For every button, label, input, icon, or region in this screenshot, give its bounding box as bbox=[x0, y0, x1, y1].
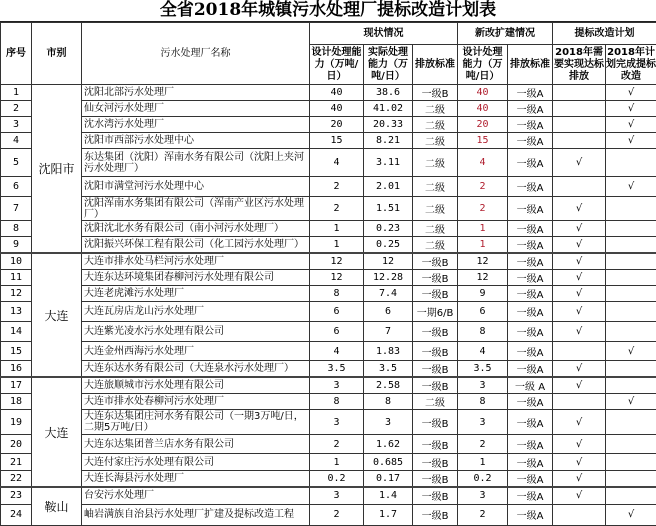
cell-plant-name: 台安污水处理厂 bbox=[82, 487, 310, 504]
cell-actual-capacity: 1.62 bbox=[364, 435, 413, 454]
header-standard: 排放标准 bbox=[413, 45, 458, 85]
cell-new-standard: 一级A bbox=[508, 197, 553, 221]
cell-actual-capacity: 3 bbox=[364, 410, 413, 435]
table-row bbox=[1, 117, 656, 133]
cell-new-standard: 一级A bbox=[508, 286, 553, 302]
cell-need-2018-check: √ bbox=[553, 253, 606, 270]
cell-need-2018-check: √ bbox=[553, 286, 606, 302]
cell-plant-name: 仙女河污水处理厂 bbox=[82, 101, 310, 117]
cell-plant-name: 沈阳北部污水处理厂 bbox=[82, 85, 310, 101]
table-row bbox=[1, 410, 656, 435]
cell-new-standard: 一级A bbox=[508, 487, 553, 504]
cell-seq: 10 bbox=[1, 253, 32, 270]
cell-need-2018-check bbox=[553, 85, 606, 101]
cell-seq: 2 bbox=[1, 101, 32, 117]
cell-actual-capacity: 12.28 bbox=[364, 270, 413, 286]
header-seq: 序号 bbox=[1, 23, 32, 85]
cell-new-design-capacity: 20 bbox=[458, 117, 508, 133]
cell-seq: 1 bbox=[1, 85, 32, 101]
cell-new-standard: 一级A bbox=[508, 117, 553, 133]
cell-actual-capacity: 38.6 bbox=[364, 85, 413, 101]
cell-seq: 22 bbox=[1, 471, 32, 488]
cell-plant-name: 沈阳沈北水务有限公司（南小河污水处理厂） bbox=[82, 221, 310, 237]
header-name: 污水处理厂名称 bbox=[82, 23, 310, 85]
cell-standard: 二级 bbox=[413, 394, 458, 410]
cell-actual-capacity: 7 bbox=[364, 322, 413, 342]
cell-seq: 24 bbox=[1, 504, 32, 525]
cell-need-2018-check bbox=[553, 117, 606, 133]
cell-standard: 一级B bbox=[413, 253, 458, 270]
cell-plant-name: 大连付家庄污水处理有限公司 bbox=[82, 454, 310, 471]
cell-standard: 一级B bbox=[413, 361, 458, 378]
table-row bbox=[1, 454, 656, 471]
cell-need-2018-check bbox=[553, 504, 606, 525]
cell-new-standard: 一级A bbox=[508, 101, 553, 117]
cell-new-standard: 一级A bbox=[508, 394, 553, 410]
cell-city: 大连 bbox=[32, 253, 82, 377]
cell-standard: 二级 bbox=[413, 117, 458, 133]
cell-seq: 9 bbox=[1, 237, 32, 254]
cell-plan-2018-check: √ bbox=[606, 342, 656, 361]
cell-plant-name: 大连老虎滩污水处理厂 bbox=[82, 286, 310, 302]
cell-new-standard: 一级A bbox=[508, 270, 553, 286]
cell-new-design-capacity: 6 bbox=[458, 302, 508, 322]
cell-plant-name: 东达集团（沈阳）浑南水务有限公司（沈阳上夹河污水处理厂） bbox=[82, 149, 310, 177]
cell-actual-capacity: 8 bbox=[364, 394, 413, 410]
cell-standard: 一级B bbox=[413, 410, 458, 435]
cell-need-2018-check bbox=[553, 133, 606, 149]
cell-plan-2018-check bbox=[606, 286, 656, 302]
cell-new-standard: 一级A bbox=[508, 504, 553, 525]
cell-need-2018-check bbox=[553, 394, 606, 410]
cell-new-standard: 一级A bbox=[508, 342, 553, 361]
cell-new-standard: 一级A bbox=[508, 410, 553, 435]
cell-design-capacity: 6 bbox=[310, 302, 364, 322]
cell-actual-capacity: 1.51 bbox=[364, 197, 413, 221]
header-city: 市别 bbox=[32, 23, 82, 85]
cell-new-standard: 一级 A bbox=[508, 377, 553, 394]
cell-plant-name: 大连长海县污水处理厂 bbox=[82, 471, 310, 488]
cell-need-2018-check: √ bbox=[553, 454, 606, 471]
cell-seq: 3 bbox=[1, 117, 32, 133]
table-row bbox=[1, 377, 656, 394]
cell-plan-2018-check bbox=[606, 377, 656, 394]
cell-plant-name: 大连东达水务有限公司（大连泉水污水处理厂） bbox=[82, 361, 310, 378]
cell-plant-name: 大连市排水处马栏河污水处理厂 bbox=[82, 253, 310, 270]
cell-need-2018-check bbox=[553, 342, 606, 361]
table-row bbox=[1, 394, 656, 410]
table-row bbox=[1, 302, 656, 322]
cell-new-design-capacity: 1 bbox=[458, 237, 508, 254]
cell-need-2018-check: √ bbox=[553, 302, 606, 322]
cell-plan-2018-check: √ bbox=[606, 394, 656, 410]
cell-actual-capacity: 41.02 bbox=[364, 101, 413, 117]
cell-need-2018-check: √ bbox=[553, 197, 606, 221]
cell-plan-2018-check bbox=[606, 221, 656, 237]
table-row bbox=[1, 177, 656, 197]
cell-seq: 11 bbox=[1, 270, 32, 286]
cell-plant-name: 大连东达集团庄河水务有限公司（一期3万吨/日，二期5万吨/日） bbox=[82, 410, 310, 435]
cell-standard: 一级B bbox=[413, 85, 458, 101]
cell-actual-capacity: 1.83 bbox=[364, 342, 413, 361]
cell-need-2018-check bbox=[553, 101, 606, 117]
cell-need-2018-check: √ bbox=[553, 487, 606, 504]
table-row bbox=[1, 504, 656, 525]
cell-new-standard: 一级A bbox=[508, 471, 553, 488]
cell-standard: 一级B bbox=[413, 454, 458, 471]
cell-new-design-capacity: 3 bbox=[458, 377, 508, 394]
header-new-design-capacity: 设计处理能力（万吨/日） bbox=[458, 45, 508, 85]
header-group-current: 现状情况 bbox=[310, 23, 458, 45]
cell-new-design-capacity: 4 bbox=[458, 342, 508, 361]
cell-actual-capacity: 8.21 bbox=[364, 133, 413, 149]
cell-plan-2018-check: √ bbox=[606, 117, 656, 133]
cell-plant-name: 大连东达环境集团春柳河污水处理有限公司 bbox=[82, 270, 310, 286]
header-need-2018: 2018年需要实现达标排放 bbox=[553, 45, 606, 85]
cell-actual-capacity: 0.23 bbox=[364, 221, 413, 237]
table-row bbox=[1, 435, 656, 454]
cell-need-2018-check: √ bbox=[553, 361, 606, 378]
cell-standard: 二级 bbox=[413, 197, 458, 221]
cell-seq: 23 bbox=[1, 487, 32, 504]
table-row bbox=[1, 85, 656, 101]
cell-plant-name: 沈阳市满堂河污水处理中心 bbox=[82, 177, 310, 197]
cell-plan-2018-check: √ bbox=[606, 133, 656, 149]
cell-plant-name: 岫岩满族自治县污水处理厂扩建及提标改造工程 bbox=[82, 504, 310, 525]
cell-design-capacity: 12 bbox=[310, 253, 364, 270]
cell-plan-2018-check bbox=[606, 237, 656, 254]
cell-plan-2018-check bbox=[606, 410, 656, 435]
cell-seq: 19 bbox=[1, 410, 32, 435]
cell-need-2018-check bbox=[553, 177, 606, 197]
cell-design-capacity: 2 bbox=[310, 435, 364, 454]
cell-design-capacity: 20 bbox=[310, 117, 364, 133]
header-plan-2018: 2018年计划完成提标改造 bbox=[606, 45, 656, 85]
cell-new-standard: 一级A bbox=[508, 361, 553, 378]
cell-new-standard: 一级A bbox=[508, 221, 553, 237]
header-actual-capacity: 实际处理能力（万吨/日） bbox=[364, 45, 413, 85]
cell-design-capacity: 2 bbox=[310, 504, 364, 525]
cell-standard: 一期6/B bbox=[413, 302, 458, 322]
cell-standard: 一级B bbox=[413, 286, 458, 302]
cell-new-standard: 一级A bbox=[508, 149, 553, 177]
cell-plant-name: 沈水湾污水处理厂 bbox=[82, 117, 310, 133]
cell-plan-2018-check: √ bbox=[606, 177, 656, 197]
cell-seq: 6 bbox=[1, 177, 32, 197]
cell-new-standard: 一级A bbox=[508, 253, 553, 270]
cell-plan-2018-check bbox=[606, 487, 656, 504]
cell-seq: 14 bbox=[1, 322, 32, 342]
cell-new-standard: 一级A bbox=[508, 435, 553, 454]
cell-standard: 一级B bbox=[413, 342, 458, 361]
cell-plan-2018-check bbox=[606, 197, 656, 221]
cell-need-2018-check: √ bbox=[553, 270, 606, 286]
cell-actual-capacity: 1.7 bbox=[364, 504, 413, 525]
cell-seq: 12 bbox=[1, 286, 32, 302]
cell-plan-2018-check bbox=[606, 322, 656, 342]
cell-plant-name: 大连旅顺城市污水处理有限公司 bbox=[82, 377, 310, 394]
cell-design-capacity: 15 bbox=[310, 133, 364, 149]
cell-city: 沈阳市 bbox=[32, 85, 82, 254]
cell-plan-2018-check bbox=[606, 454, 656, 471]
table-row bbox=[1, 471, 656, 488]
cell-new-design-capacity: 2 bbox=[458, 197, 508, 221]
cell-new-design-capacity: 0.2 bbox=[458, 471, 508, 488]
cell-city: 大连 bbox=[32, 377, 82, 487]
cell-seq: 4 bbox=[1, 133, 32, 149]
cell-seq: 16 bbox=[1, 361, 32, 378]
cell-seq: 15 bbox=[1, 342, 32, 361]
cell-actual-capacity: 3.5 bbox=[364, 361, 413, 378]
cell-actual-capacity: 1.4 bbox=[364, 487, 413, 504]
cell-design-capacity: 40 bbox=[310, 85, 364, 101]
cell-seq: 5 bbox=[1, 149, 32, 177]
cell-actual-capacity: 2.58 bbox=[364, 377, 413, 394]
cell-new-design-capacity: 2 bbox=[458, 504, 508, 525]
cell-need-2018-check: √ bbox=[553, 377, 606, 394]
cell-new-design-capacity: 40 bbox=[458, 101, 508, 117]
cell-plan-2018-check bbox=[606, 435, 656, 454]
cell-plan-2018-check bbox=[606, 302, 656, 322]
cell-standard: 一级B bbox=[413, 487, 458, 504]
cell-standard: 一级B bbox=[413, 270, 458, 286]
cell-design-capacity: 4 bbox=[310, 342, 364, 361]
cell-actual-capacity: 0.17 bbox=[364, 471, 413, 488]
header-group-plan: 提标改造计划 bbox=[553, 23, 656, 45]
cell-seq: 21 bbox=[1, 454, 32, 471]
cell-plant-name: 大连市排水处春柳河污水处理厂 bbox=[82, 394, 310, 410]
cell-new-standard: 一级A bbox=[508, 133, 553, 149]
cell-design-capacity: 3.5 bbox=[310, 361, 364, 378]
cell-plant-name: 大连紫光凌水污水处理有限公司 bbox=[82, 322, 310, 342]
cell-plant-name: 大连东达集团普兰店水务有限公司 bbox=[82, 435, 310, 454]
cell-seq: 7 bbox=[1, 197, 32, 221]
cell-plan-2018-check: √ bbox=[606, 504, 656, 525]
cell-plant-name: 大连金州西海污水处理厂 bbox=[82, 342, 310, 361]
cell-design-capacity: 3 bbox=[310, 377, 364, 394]
cell-actual-capacity: 0.25 bbox=[364, 237, 413, 254]
cell-seq: 20 bbox=[1, 435, 32, 454]
cell-standard: 一级B bbox=[413, 435, 458, 454]
table-row bbox=[1, 133, 656, 149]
cell-design-capacity: 0.2 bbox=[310, 471, 364, 488]
cell-plant-name: 沈阳浑南水务集团有限公司（浑南产业区污水处理厂） bbox=[82, 197, 310, 221]
cell-new-design-capacity: 3 bbox=[458, 487, 508, 504]
cell-design-capacity: 3 bbox=[310, 487, 364, 504]
cell-new-design-capacity: 2 bbox=[458, 177, 508, 197]
cell-plant-name: 沈阳市西部污水处理中心 bbox=[82, 133, 310, 149]
cell-standard: 一级B bbox=[413, 471, 458, 488]
cell-actual-capacity: 20.33 bbox=[364, 117, 413, 133]
cell-design-capacity: 6 bbox=[310, 322, 364, 342]
table-row bbox=[1, 197, 656, 221]
cell-design-capacity: 3 bbox=[310, 410, 364, 435]
cell-design-capacity: 4 bbox=[310, 149, 364, 177]
cell-seq: 18 bbox=[1, 394, 32, 410]
cell-need-2018-check: √ bbox=[553, 435, 606, 454]
cell-design-capacity: 40 bbox=[310, 101, 364, 117]
cell-new-standard: 一级A bbox=[508, 237, 553, 254]
cell-standard: 一级B bbox=[413, 377, 458, 394]
cell-need-2018-check: √ bbox=[553, 471, 606, 488]
cell-design-capacity: 1 bbox=[310, 237, 364, 254]
cell-actual-capacity: 6 bbox=[364, 302, 413, 322]
cell-plan-2018-check bbox=[606, 361, 656, 378]
cell-design-capacity: 1 bbox=[310, 454, 364, 471]
cell-plan-2018-check: √ bbox=[606, 101, 656, 117]
cell-design-capacity: 1 bbox=[310, 221, 364, 237]
cell-actual-capacity: 2.01 bbox=[364, 177, 413, 197]
cell-actual-capacity: 3.11 bbox=[364, 149, 413, 177]
cell-plant-name: 沈阳振兴环保工程有限公司（化工园污水处理厂） bbox=[82, 237, 310, 254]
header-group-new: 新改扩建情况 bbox=[458, 23, 553, 45]
cell-need-2018-check: √ bbox=[553, 410, 606, 435]
header-new-standard: 排放标准 bbox=[508, 45, 553, 85]
cell-design-capacity: 2 bbox=[310, 177, 364, 197]
table-row bbox=[1, 237, 656, 254]
table-row bbox=[1, 253, 656, 270]
cell-actual-capacity: 0.685 bbox=[364, 454, 413, 471]
cell-new-design-capacity: 1 bbox=[458, 221, 508, 237]
table-row bbox=[1, 322, 656, 342]
cell-new-standard: 一级A bbox=[508, 454, 553, 471]
cell-standard: 二级 bbox=[413, 101, 458, 117]
cell-standard: 二级 bbox=[413, 133, 458, 149]
cell-need-2018-check: √ bbox=[553, 221, 606, 237]
cell-need-2018-check: √ bbox=[553, 237, 606, 254]
table-row bbox=[1, 270, 656, 286]
cell-standard: 二级 bbox=[413, 149, 458, 177]
cell-new-standard: 一级A bbox=[508, 302, 553, 322]
plan-table bbox=[0, 22, 656, 526]
cell-plan-2018-check bbox=[606, 149, 656, 177]
table-row bbox=[1, 487, 656, 504]
cell-new-design-capacity: 15 bbox=[458, 133, 508, 149]
cell-seq: 8 bbox=[1, 221, 32, 237]
cell-standard: 二级 bbox=[413, 177, 458, 197]
table-row bbox=[1, 221, 656, 237]
cell-design-capacity: 12 bbox=[310, 270, 364, 286]
cell-new-design-capacity: 8 bbox=[458, 394, 508, 410]
cell-design-capacity: 8 bbox=[310, 394, 364, 410]
cell-standard: 一级B bbox=[413, 322, 458, 342]
header-design-capacity: 设计处理能力（万吨/日） bbox=[310, 45, 364, 85]
cell-new-design-capacity: 40 bbox=[458, 85, 508, 101]
cell-need-2018-check: √ bbox=[553, 149, 606, 177]
page-title: 全省2018年城镇污水处理厂提标改造计划表 bbox=[0, 0, 656, 22]
cell-standard: 二级 bbox=[413, 221, 458, 237]
cell-new-design-capacity: 1 bbox=[458, 454, 508, 471]
cell-standard: 二级 bbox=[413, 237, 458, 254]
cell-standard: 一级B bbox=[413, 504, 458, 525]
table-row bbox=[1, 101, 656, 117]
cell-new-standard: 一级A bbox=[508, 177, 553, 197]
table-row bbox=[1, 361, 656, 378]
cell-new-design-capacity: 12 bbox=[458, 253, 508, 270]
cell-plan-2018-check bbox=[606, 471, 656, 488]
cell-new-design-capacity: 3.5 bbox=[458, 361, 508, 378]
cell-plant-name: 大连瓦房店龙山污水处理厂 bbox=[82, 302, 310, 322]
cell-new-standard: 一级A bbox=[508, 85, 553, 101]
cell-actual-capacity: 7.4 bbox=[364, 286, 413, 302]
cell-new-design-capacity: 9 bbox=[458, 286, 508, 302]
cell-city: 鞍山 bbox=[32, 487, 82, 525]
cell-plan-2018-check bbox=[606, 270, 656, 286]
cell-new-design-capacity: 3 bbox=[458, 410, 508, 435]
cell-new-design-capacity: 4 bbox=[458, 149, 508, 177]
cell-seq: 13 bbox=[1, 302, 32, 322]
cell-new-design-capacity: 8 bbox=[458, 322, 508, 342]
cell-design-capacity: 2 bbox=[310, 197, 364, 221]
table-row bbox=[1, 149, 656, 177]
cell-new-design-capacity: 12 bbox=[458, 270, 508, 286]
cell-plan-2018-check bbox=[606, 253, 656, 270]
cell-need-2018-check: √ bbox=[553, 322, 606, 342]
cell-new-design-capacity: 2 bbox=[458, 435, 508, 454]
cell-plan-2018-check: √ bbox=[606, 85, 656, 101]
cell-actual-capacity: 12 bbox=[364, 253, 413, 270]
cell-seq: 17 bbox=[1, 377, 32, 394]
table-row bbox=[1, 342, 656, 361]
cell-new-standard: 一级A bbox=[508, 322, 553, 342]
table-row bbox=[1, 286, 656, 302]
cell-design-capacity: 8 bbox=[310, 286, 364, 302]
